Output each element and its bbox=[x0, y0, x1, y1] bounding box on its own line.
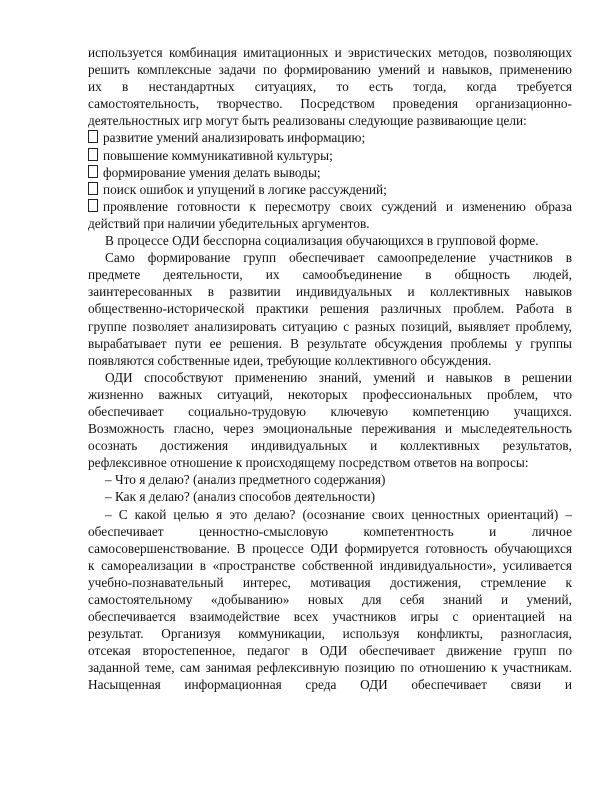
text-line: жизненно важных ситуаций, некоторых профессиональных проблем, что bbox=[88, 386, 572, 402]
text-line: Возможность гласно, через эмоциональные переживания и мыследеятельность bbox=[88, 421, 572, 437]
paragraph-line: В процессе ОДИ бесспорна социализация обучающихся в групповой форме. bbox=[105, 233, 539, 249]
bullet-box-icon bbox=[88, 130, 98, 143]
list-item bbox=[88, 198, 572, 215]
text-line: предмете деятельности, их самообъединение в общность людей, bbox=[88, 267, 572, 283]
text-line: ОДИ способствуют применению знаний, умений и навыков в решении bbox=[105, 369, 572, 385]
text-line: вырабатывает пути ее решения. В результате обсуждения проблемы у группы bbox=[88, 335, 572, 351]
text-line: самостоятельному «добыванию» новых для себя знаний и умений, bbox=[88, 592, 572, 607]
text-line: общественно-исторической практики решения различных проблем. Работа в bbox=[88, 301, 572, 317]
text-line: самостоятельность, творчество. Посредством проведения организационно- bbox=[88, 96, 572, 112]
bullet-box-icon bbox=[88, 165, 98, 178]
text-line: обеспечивает ценностно-смысловую компетентность и личное bbox=[88, 523, 572, 539]
text-line: учебно-познавательный интерес, мотивация достижения, стремление к bbox=[88, 574, 572, 590]
question-line: – Что я делаю? (анализ предметного содержания) bbox=[105, 472, 386, 488]
text-line: решить комплексные задачи по формированию умений и навыков, применению bbox=[88, 62, 572, 78]
list-item bbox=[88, 129, 572, 146]
text-line: рефлексивное отношение к происходящему посредством ответов на вопросы: bbox=[88, 455, 529, 471]
text-line: действий при наличии убедительных аргументов. bbox=[88, 215, 370, 231]
text-line: заданной теме, сам занимая рефлексивную позицию по отношению к участникам. bbox=[88, 660, 572, 676]
question-line: – Как я делаю? (анализ способов деятельности) bbox=[105, 489, 376, 505]
text-line: Насыщенная информационная среда ОДИ обеспечивает связи и bbox=[88, 677, 572, 693]
text-line: появляются собственные идеи, требующие коллективного обсуждения. bbox=[88, 352, 492, 368]
text-line: к самореализации в «пространстве собственной индивидуальности», усиливается bbox=[88, 557, 572, 573]
text-line: обеспечивает социально-трудовую ключевую компетенцию учащихся. bbox=[88, 403, 572, 419]
text-line: результат. Организуя коммуникации, используя конфликты, разногласия, bbox=[88, 626, 572, 642]
bullet-box-icon bbox=[88, 148, 98, 161]
text-line: используется комбинация имитационных и эвристических методов, позволяющих bbox=[88, 45, 572, 60]
text-line: самосовершенствование. В процессе ОДИ формируется готовность обучающихся bbox=[88, 540, 572, 556]
text-line: группе позволяет анализировать ситуацию с разных позиций, выявляет проблему, bbox=[88, 318, 572, 334]
list-item-text: проявление готовности к пересмотру своих суждений и изменению образа bbox=[103, 198, 572, 214]
text-line: отсекая второстепенное, педагог в ОДИ обеспечивает движение групп по bbox=[88, 643, 572, 659]
text-line: Само формирование групп обеспечивает самоопределение участников в bbox=[105, 250, 572, 266]
text-line: обеспечивается взаимодействие всех участников игры с ориентацией на bbox=[88, 609, 572, 625]
document-page bbox=[88, 44, 572, 694]
list-item-text: формирование умения делать выводы; bbox=[103, 164, 321, 180]
text-line: заинтересованных в развитии индивидуальных и коллективных навыков bbox=[88, 284, 572, 300]
list-item-text: развитие умений анализировать информацию; bbox=[103, 130, 366, 146]
text-line: их в нестандартных ситуациях, то есть тогда, когда требуется bbox=[88, 79, 572, 95]
bullet-box-icon bbox=[88, 182, 98, 195]
text-line: – С какой целью я это делаю? (осознание своих ценностных ориентаций) – bbox=[105, 506, 572, 522]
list-item-text: поиск ошибок и упущений в логике рассуждений; bbox=[103, 181, 387, 197]
text-line: осознать достижения индивидуальных и коллективных результатов, bbox=[88, 438, 572, 454]
list-item bbox=[88, 181, 572, 198]
list-item bbox=[88, 164, 572, 181]
list-item-text: повышение коммуникативной культуры; bbox=[103, 147, 333, 163]
text-line: деятельностных игр могут быть реализованы следующие развивающие цели: bbox=[88, 113, 527, 129]
list-item bbox=[88, 147, 572, 164]
bullet-box-icon bbox=[88, 199, 98, 212]
